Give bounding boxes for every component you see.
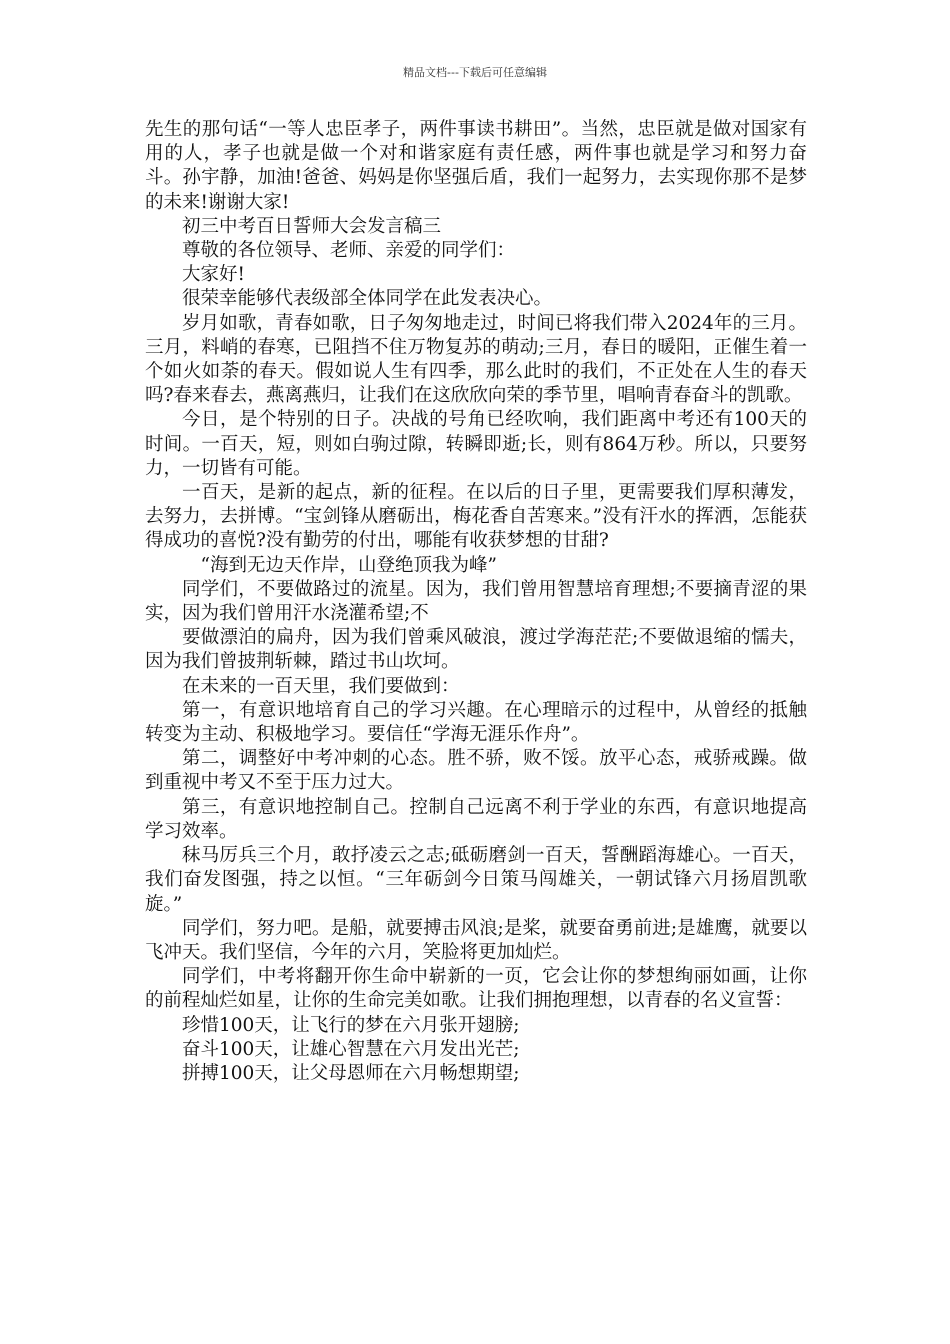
paragraph: 同学们，不要做路过的流星。因为，我们曾用智慧培育理想;不要摘青涩的果实，因为我们曾用汗水浇灌希望;不 — [145, 578, 807, 625]
document-body — [145, 118, 807, 1086]
paragraph: 奋斗100天，让雄心智慧在六月发出光芒; — [182, 1038, 520, 1060]
paragraph: 第一，有意识地培育自己的学习兴趣。在心理暗示的过程中，从曾经的抵触转变为主动、积极地学习。要信任“学海无涯乐作舟”。 — [145, 699, 807, 746]
page-header: 精品文档---下载后可任意编辑 — [403, 66, 547, 79]
paragraph: 大家好! — [182, 264, 245, 286]
paragraph: 一百天，是新的起点，新的征程。在以后的日子里，更需要我们厚积薄发，去努力，去拼博。“宝剑锋从磨砺出，梅花香自苦寒来。”没有汗水的挥洒，怎能获得成功的喜悦?没有勤劳的付出，哪能有收获梦想的甘甜? — [145, 482, 807, 552]
paragraph: 同学们，努力吧。是船，就要搏击风浪;是桨，就要奋勇前进;是雄鹰，就要以飞冲天。我们坚信，今年的六月，笑脸将更加灿烂。 — [145, 917, 807, 963]
paragraph: 珍惜100天，让飞行的梦在六月张开翅膀; — [182, 1014, 520, 1036]
paragraph: 拼搏100天，让父母恩师在六月畅想期望; — [182, 1062, 520, 1084]
paragraph: 要做漂泊的扁舟，因为我们曾乘风破浪，渡过学海茫茫;不要做退缩的懦夫，因为我们曾披荆斩棘，踏过书山坎坷。 — [145, 627, 807, 673]
paragraph: 第三，有意识地控制自己。控制自己远离不利于学业的东西，有意识地提高学习效率。 — [145, 796, 807, 842]
paragraph: 初三中考百日誓师大会发言稿三 — [182, 215, 442, 237]
paragraph: 很荣幸能够代表级部全体同学在此发表决心。 — [182, 288, 553, 310]
paragraph: 在未来的一百天里，我们要做到： — [182, 675, 460, 697]
paragraph: 尊敬的各位领导、老师、亲爱的同学们： — [182, 240, 516, 262]
paragraph: 第二，调整好中考冲刺的心态。胜不骄，败不馁。放平心态，戒骄戒躁。做到重视中考又不至于压力过大。 — [145, 748, 807, 794]
paragraph: “海到无边天作岸，山登绝顶我为峰” — [200, 554, 497, 576]
paragraph: 秣马厉兵三个月，敢抒凌云之志;砥砺磨剑一百天，誓酬蹈海雄心。一百天，我们奋发图强，持之以恒。“三年砺剑今日策马闯雄关，一朝试锋六月扬眉凯歌旋。” — [145, 845, 807, 915]
paragraph: 先生的那句话“一等人忠臣孝子，两件事读书耕田”。当然，忠臣就是做对国家有用的人，孝子也就是做一个对和谐家庭有责任感，两件事也就是学习和努力奋斗。孙宇静，加油!爸爸、妈妈是你坚强后盾，我们一起努力，去实现你那不是梦的未来!谢谢大家! — [145, 119, 807, 213]
paragraph: 同学们，中考将翻开你生命中崭新的一页，它会让你的梦想绚丽如画，让你的前程灿烂如星，让你的生命完美如歌。让我们拥抱理想，以青春的名义宣誓： — [145, 966, 807, 1012]
paragraph: 岁月如歌，青春如歌，日子匆匆地走过，时间已将我们带入2024年的三月。三月，料峭的春寒，已阻挡不住万物复苏的萌动;三月，春日的暖阳，正催生着一个如火如荼的春天。假如说人生有四季，那么此时的我们，不正处在人生的春天吗?春来春去，燕离燕归，让我们在这欣欣向荣的季节里，唱响青春奋斗的凯歌。 — [145, 312, 807, 407]
paragraph: 今日，是个特别的日子。决战的号角已经吹响，我们距离中考还有100天的时间。一百天，短，则如白驹过隙，转瞬即逝;长，则有864万秒。所以，只要努力，一切皆有可能。 — [145, 409, 807, 479]
